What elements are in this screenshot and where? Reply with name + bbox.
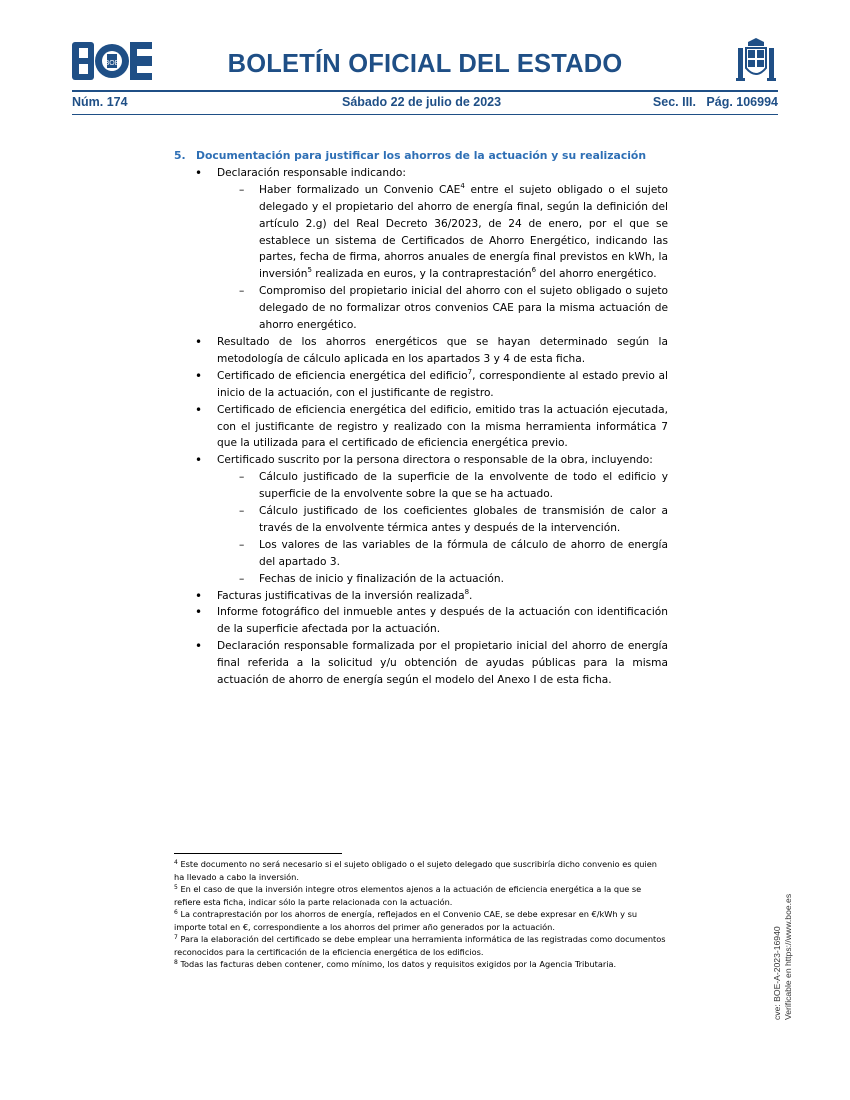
list-item-text: Facturas justificativas de la inversión realizada [217,589,465,602]
footnote-ref: 4 [460,181,465,190]
footnote-number: 6 [174,909,178,916]
footnote-text: La contraprestación por los ahorros de energía, reflejados en el Convenio CAE, se debe expresar en €/kWh y su importe total en €, correspondiente a los ahorros del primer año generados por la actuación. [174,909,638,932]
list-item: • Resultado de los ahorros energéticos que se hayan determinado según la metodología de cálculo aplicada en los apartados 3 y 4 de esta ficha. [217,334,668,368]
requirements-list [174,165,668,689]
footnote-number: 4 [174,859,178,866]
footnote-ref: 8 [464,587,470,596]
list-item: • Informe fotográfico del inmueble antes y después de la actuación con identificación de la superficie afectada por la actuación. [217,604,668,638]
issue-date: Sábado 22 de julio de 2023 [342,95,502,109]
boe-logo-text: BOE [104,60,120,67]
footnote-number: 5 [174,884,178,891]
footnote-ref: 6 [531,266,537,275]
list-item-text: Declaración responsable indicando: [217,166,406,179]
section-page: Sec. III. Pág. 106994 [652,95,778,109]
list-item-text: Certificado suscrito por la persona directora o responsable de la obra, incluyendo: [217,454,653,467]
sub-item-text: del ahorro energético. [536,268,657,281]
page-title: BOLETÍN OFICIAL DEL ESTADO [227,50,623,78]
section-heading-text: Documentación para justificar los ahorros de la actuación y su realización [196,149,647,162]
sub-list-item: – Cálculo justificado de los coeficientes globales de transmisión de calor a través de la envolvente térmica antes y después de la intervención. [259,503,668,537]
list-item-text: Certificado de eficiencia energética del edificio [217,369,468,382]
verification-link[interactable]: Verificable en https://www.boe.es [782,893,793,1020]
sub-item-text: entre el sujeto obligado o el sujeto delegado y el propietario del ahorro de energía final, según la definición del artículo 2.g) del Real Decreto 36/2023, de 24 de enero, por el que se establece un sistema de Certificados de Ahorro Energético, indicando las partes, fecha de firma, ahorros anuales de energía final previstos en kWh, la inversión [259,183,668,281]
list-item [217,452,668,587]
footnote [174,933,668,958]
footnote-text: Para la elaboración del certificado se debe emplear una herramienta informática de las registradas como documentos reconocidos para la certificación de la eficiencia energética de los edificios. [174,934,666,957]
cve-code: cve: BOE-A-2023-16940 [772,926,782,1020]
section-number: 5. [174,149,186,162]
sub-list-item: – Cálculo justificado de la superficie de la envolvente de todo el edificio y superficie de la envolvente sobre la que se ha actuado. [259,469,668,503]
footnote-ref: 7 [467,367,473,376]
list-item-text: . [469,589,473,602]
page-header [72,38,778,118]
sub-list-item: – Los valores de las variables de la fórmula de cálculo de ahorro de energía del apartado 3. [259,537,668,571]
list-item [217,588,668,605]
footnote-text: Este documento no será necesario si el sujeto obligado o el sujeto delegado que suscribiría dicho convenio es quien ha llevado a cabo la inversión. [174,859,657,882]
footnotes [174,858,668,971]
footnote-text: En el caso de que la inversión integre otros elementos ajenos a la actuación de eficiencia energética a la que se refiere esta ficha, indicar sólo la parte relacionada con la actuación. [174,884,642,907]
verification-sidebar [772,894,793,1020]
boe-logo [72,42,152,80]
coat-of-arms-icon [734,38,778,84]
footnote-number: 8 [174,959,178,966]
footnote [174,858,668,883]
footnote-separator [174,853,342,854]
sub-list-item [259,182,668,283]
footnote [174,908,668,933]
footnote-ref: 5 [307,266,312,275]
list-item [217,368,668,402]
footnote [174,958,668,971]
sub-list [217,469,668,587]
document-body [174,148,668,689]
sub-item-text: realizada en euros, y la contraprestación [311,268,532,281]
list-item [217,165,668,334]
footnote-text: Todas las facturas deben contener, como mínimo, los datos y requisitos exigidos por la Agencia Tributaria. [180,959,617,969]
sub-list-item: – Compromiso del propietario inicial del ahorro con el sujeto obligado o sujeto delegado de no formalizar otros convenios CAE para la misma actuación de ahorro energético. [259,283,668,334]
footnote-number: 7 [174,934,178,941]
header-rule-bottom [72,114,778,115]
section-heading [174,148,668,165]
list-item: • Declaración responsable formalizada por el propietario inicial del ahorro de energía final referida a la solicitud y/u obtención de ayudas públicas para la misma actuación de ahorro de energía según el modelo del Anexo I de esta ficha. [217,638,668,689]
list-item-text: , correspondiente al estado previo al inicio de la actuación, con el justificante de registro. [217,369,668,399]
header-rule-top [72,90,778,92]
sub-item-text: Haber formalizado un Convenio CAE [259,183,461,196]
footnote [174,883,668,908]
sub-list-item: – Fechas de inicio y finalización de la actuación. [259,571,668,588]
issue-number: Núm. 174 [72,95,128,109]
list-item: • Certificado de eficiencia energética del edificio, emitido tras la actuación ejecutada, con el justificante de registro y realizado con la misma herramienta informática 7 que la utilizada para el certificado de eficiencia energética previo. [217,402,668,453]
sub-list [217,182,668,334]
